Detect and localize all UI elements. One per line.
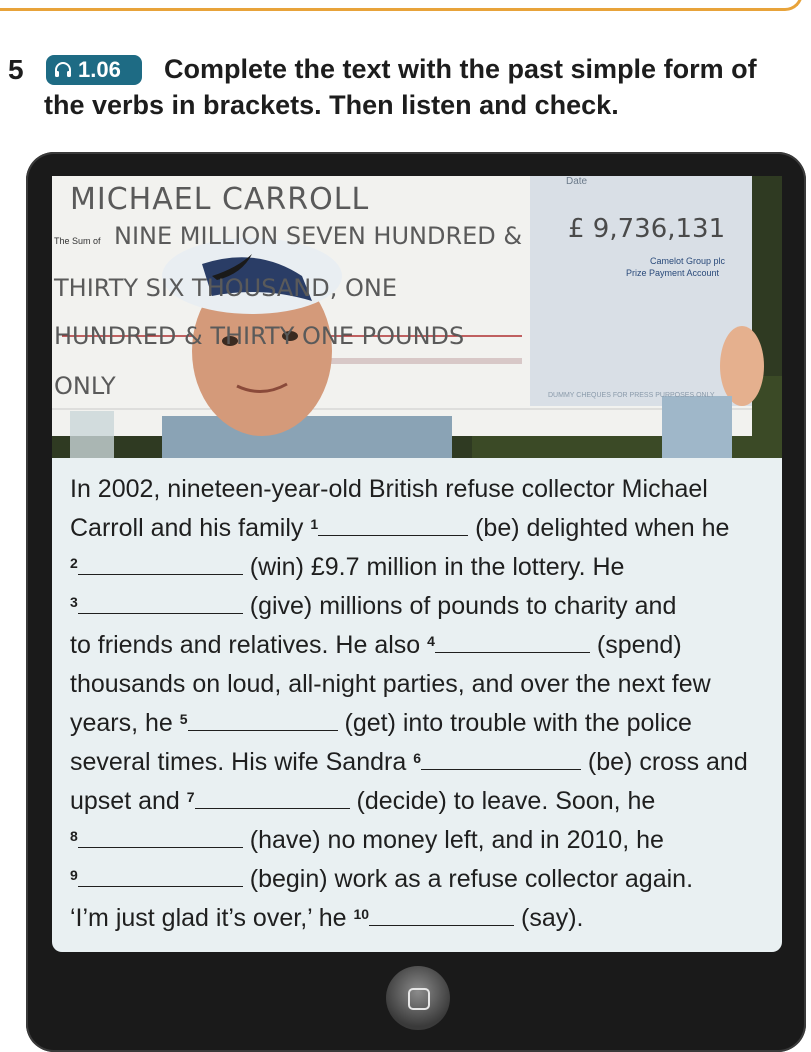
answer-gap[interactable] <box>78 587 243 614</box>
cheque-words-line3: HUNDRED & THIRTY ONE POUNDS <box>54 322 465 350</box>
story-text-panel <box>52 458 782 952</box>
text-line <box>70 782 655 821</box>
gap-number: 7 <box>186 789 195 805</box>
tablet-home-button[interactable] <box>386 966 450 1030</box>
line-text: In 2002, nineteen-year-old British refuse collector Michael <box>70 475 708 503</box>
home-icon <box>408 988 430 1010</box>
answer-gap[interactable] <box>369 899 514 926</box>
line-text-after-gap: (get) into trouble with the police <box>337 709 692 737</box>
answer-gap[interactable] <box>435 626 590 653</box>
gap-number: 8 <box>70 828 78 844</box>
line-text-after-gap: (have) no money left, and in 2010, he <box>242 826 664 854</box>
exercise-number: 5 <box>8 54 24 85</box>
line-text-before-gap: to friends and relatives. He also <box>70 631 428 659</box>
gap-number: 4 <box>427 633 435 649</box>
cheque-sum-label: The Sum of <box>54 236 101 246</box>
cheque-dummy-note: DUMMY CHEQUES FOR PRESS PURPOSES ONLY <box>548 392 715 399</box>
cheque-payee: MICHAEL CARROLL <box>70 182 370 217</box>
gap-number: 6 <box>413 750 421 766</box>
text-line <box>70 860 693 899</box>
audio-track-badge[interactable] <box>46 55 142 85</box>
line-text-before-gap: upset and <box>70 787 187 815</box>
line-text-after-gap: (begin) work as a refuse collector again. <box>242 865 694 893</box>
text-line <box>70 470 708 509</box>
cheque-words-line1: NINE MILLION SEVEN HUNDRED & <box>114 222 523 250</box>
cheque-bank-line2: Prize Payment Account <box>626 268 720 278</box>
text-line <box>70 509 729 548</box>
headphones-icon <box>54 61 72 79</box>
line-text-after-gap: (give) millions of pounds to charity and <box>242 592 677 620</box>
line-text-before-gap: ‘I’m just glad it’s over,’ he <box>70 904 354 932</box>
line-text-after-gap: (win) £9.7 million in the lottery. He <box>242 553 625 581</box>
answer-gap[interactable] <box>78 821 243 848</box>
line-text-after-gap: (spend) <box>589 631 682 659</box>
answer-gap[interactable] <box>78 548 243 575</box>
text-line <box>70 548 624 587</box>
gap-number: 2 <box>70 555 78 571</box>
answer-gap[interactable] <box>195 782 350 809</box>
line-text-after-gap: (be) cross and <box>580 748 748 776</box>
cheque-date-label: Date <box>566 176 588 187</box>
text-line <box>70 821 664 860</box>
text-line <box>70 587 676 626</box>
cheque-amount: £ 9,736,131 <box>568 214 726 244</box>
text-line <box>70 743 748 782</box>
instruction-line-1: Complete the text with the past simple form of <box>164 54 757 84</box>
cheque-words-line2: THIRTY SIX THOUSAND, ONE <box>54 274 398 302</box>
instruction-line-2: the verbs in brackets. Then listen and check. <box>44 90 619 120</box>
cheque-words-line4: ONLY <box>54 372 116 400</box>
page-top-border <box>0 0 803 11</box>
lottery-cheque-photo <box>52 176 782 458</box>
line-text-after-gap: (be) delighted when he <box>468 514 730 542</box>
answer-gap[interactable] <box>78 860 243 887</box>
line-text-before-gap: years, he <box>70 709 180 737</box>
answer-gap[interactable] <box>318 509 468 536</box>
answer-gap[interactable] <box>188 704 338 731</box>
text-line <box>70 704 692 743</box>
gap-number: 10 <box>353 906 370 922</box>
gap-number: 9 <box>70 867 78 883</box>
gap-number: 3 <box>70 594 78 610</box>
cheque-bank-line1: Camelot Group plc <box>650 256 726 266</box>
line-text-before-gap: several times. His wife Sandra <box>70 748 414 776</box>
text-line <box>70 899 584 938</box>
line-text-before-gap: Carroll and his family <box>70 514 311 542</box>
line-text: thousands on loud, all-night parties, and over the next few <box>70 670 711 698</box>
line-text-after-gap: (decide) to leave. Soon, he <box>349 787 656 815</box>
gap-number: 1 <box>310 516 319 532</box>
line-text-after-gap: (say). <box>514 904 584 932</box>
text-line <box>70 665 711 704</box>
text-line <box>70 626 682 665</box>
audio-track-number: 1.06 <box>78 57 121 82</box>
answer-gap[interactable] <box>421 743 581 770</box>
gap-number: 5 <box>179 711 188 727</box>
